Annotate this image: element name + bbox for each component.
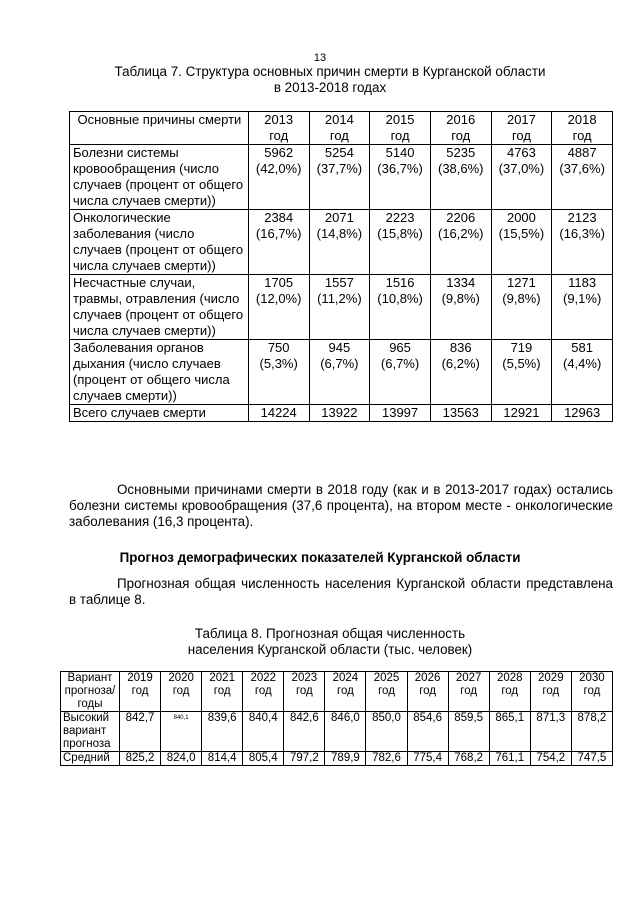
table8-cell: 842,7 <box>120 712 161 752</box>
table8-caption <box>60 626 600 658</box>
table8-header-year <box>120 672 161 712</box>
cell-percent: (37,6%) <box>559 161 605 176</box>
year-value: 2016 <box>446 112 476 127</box>
cell-percent: (6,7%) <box>380 356 420 371</box>
year-value: 2026 <box>414 672 441 684</box>
table8-header-year <box>530 672 571 712</box>
table7-total-cell: 13922 <box>309 405 370 422</box>
cell-count: 2384 <box>264 210 294 225</box>
table8-cell: 846,0 <box>325 712 366 752</box>
table8-cell: 814,4 <box>202 752 243 766</box>
cell-percent: (16,7%) <box>255 226 302 241</box>
year-suffix: год <box>131 685 149 697</box>
table8-cell: 824,0 <box>161 752 202 766</box>
table8-cell: 775,4 <box>407 752 448 766</box>
table7-cell <box>430 210 491 275</box>
year-suffix: год <box>501 685 519 697</box>
table7-cell <box>248 340 309 405</box>
table8-cell: 797,2 <box>284 752 325 766</box>
cell-percent: (11,2%) <box>317 291 362 306</box>
table7-cell <box>248 275 309 340</box>
table7-cell <box>430 145 491 210</box>
year-value: 2028 <box>496 672 523 684</box>
table7-total-cell: 12921 <box>491 405 552 422</box>
year-suffix: год <box>172 685 190 697</box>
paragraph-main-causes: Основными причинами смерти в 2018 году (как и в 2013-2017 годах) остались болезни системы кровообращения (37,6 процента), на втором месте - онкологические заболевания (16,3 процента). <box>69 482 613 529</box>
year-value: 2023 <box>291 672 318 684</box>
table7-header-year <box>491 112 552 145</box>
cell-count: 719 <box>510 340 533 355</box>
cell-count: 4763 <box>506 145 536 160</box>
table7-caption-line2: в 2013-2018 годах <box>273 80 387 95</box>
table7-cell <box>491 145 552 210</box>
table8-caption-line1: Таблица 8. Прогнозная общая численность <box>194 626 466 641</box>
table8-header-year <box>202 672 243 712</box>
table7-total-cell: 13563 <box>430 405 491 422</box>
table7-caption <box>60 64 600 96</box>
cell-percent: (5,5%) <box>502 356 541 371</box>
table8-header-year <box>325 672 366 712</box>
cell-percent: (6,2%) <box>441 356 480 371</box>
cell-count: 2123 <box>567 210 597 225</box>
table7-header-year <box>248 112 309 145</box>
table8-cell: 761,1 <box>489 752 530 766</box>
table7-cell <box>248 210 309 275</box>
table7-cell <box>552 340 613 405</box>
table8-cell: 782,6 <box>366 752 407 766</box>
table7-cell <box>309 145 370 210</box>
table7-total-cell: 14224 <box>248 405 309 422</box>
year-suffix: год <box>213 685 231 697</box>
cell-percent: (6,7%) <box>320 356 359 371</box>
table7-header-row <box>70 112 613 145</box>
table7-cell <box>491 275 552 340</box>
table7-header-year <box>552 112 613 145</box>
year-suffix: год <box>451 128 471 143</box>
cell-count: 1271 <box>506 275 536 290</box>
cell-count: 2000 <box>506 210 536 225</box>
cell-count: 2223 <box>385 210 415 225</box>
table8-cell: 768,2 <box>448 752 489 766</box>
table7-row <box>70 340 613 405</box>
table7-cell <box>309 340 370 405</box>
table7-cell <box>491 340 552 405</box>
year-value: 2027 <box>455 672 482 684</box>
table7-death-causes <box>69 111 613 422</box>
cell-percent: (42,0%) <box>255 161 302 176</box>
cell-percent: (10,8%) <box>377 291 423 306</box>
table8-row <box>61 752 613 766</box>
cell-percent: (14,8%) <box>316 226 363 241</box>
table8-cell: 825,2 <box>120 752 161 766</box>
table7-row-label: Онкологические заболевания (число случаев (процент от общего числа случаев смерти)) <box>70 210 249 275</box>
cell-count: 5140 <box>385 145 415 160</box>
year-suffix: год <box>269 128 289 143</box>
table8-header-year <box>284 672 325 712</box>
cell-percent: (15,5%) <box>498 226 545 241</box>
cell-percent: (5,3%) <box>259 356 298 371</box>
cell-count: 1516 <box>385 275 415 290</box>
table7-row-label: Заболевания органов дыхания (число случаев (процент от общего числа случаев смерти)) <box>70 340 249 405</box>
table7-header-year <box>430 112 491 145</box>
table8-header-year <box>448 672 489 712</box>
year-value: 2013 <box>264 112 294 127</box>
table8-row-label: Высокий вариант прогноза <box>61 712 120 752</box>
cell-percent: (4,4%) <box>562 356 602 371</box>
table8-caption-line2: населения Курганской области (тыс. человек) <box>187 642 473 657</box>
year-value: 2015 <box>385 112 415 127</box>
table8-cell: 842,6 <box>284 712 325 752</box>
table8-header-year <box>571 672 612 712</box>
cell-percent: (12,0%) <box>255 291 302 306</box>
table7-cell <box>552 275 613 340</box>
year-suffix: год <box>329 128 349 143</box>
cell-count: 836 <box>449 340 472 355</box>
table7-cell <box>430 340 491 405</box>
cell-percent: (9,8%) <box>502 291 541 306</box>
cell-percent: (16,3%) <box>559 226 605 241</box>
cell-count: 1183 <box>568 275 597 290</box>
table7-cell <box>309 275 370 340</box>
year-value: 2022 <box>250 672 277 684</box>
table8-row <box>61 712 613 752</box>
cell-percent: (16,2%) <box>437 226 484 241</box>
table7-cell <box>491 210 552 275</box>
year-suffix: год <box>295 685 313 697</box>
table7-cell <box>552 145 613 210</box>
table8-cell: 854,6 <box>407 712 448 752</box>
section-heading: Прогноз демографических показателей Курганской области <box>119 550 521 565</box>
cell-count: 2206 <box>446 210 476 225</box>
cell-percent: (38,6%) <box>437 161 484 176</box>
cell-percent: (37,0%) <box>498 161 545 176</box>
table8-cell: 878,2 <box>571 712 612 752</box>
cell-count: 581 <box>571 340 593 355</box>
year-suffix: год <box>337 685 354 697</box>
table7-cell <box>430 275 491 340</box>
year-suffix: год <box>583 685 601 697</box>
year-suffix: год <box>378 685 395 697</box>
cell-percent: (9,8%) <box>441 291 480 306</box>
table7-total-cell: 13997 <box>370 405 431 422</box>
table8-header-year <box>243 672 284 712</box>
table8-cell: 859,5 <box>448 712 489 752</box>
year-value: 2020 <box>168 672 194 684</box>
table7-cell <box>309 210 370 275</box>
page-number: 13 <box>313 52 327 64</box>
cell-count: 945 <box>328 340 351 355</box>
table8-header-year <box>489 672 530 712</box>
table8-header-year <box>366 672 407 712</box>
table8-header-year <box>161 672 202 712</box>
year-value: 2021 <box>209 672 235 684</box>
table8-row-label: Средний <box>61 752 120 766</box>
cell-percent: (36,7%) <box>377 161 423 176</box>
cell-count: 1557 <box>324 275 354 290</box>
table8-cell: 747,5 <box>571 752 612 766</box>
table8-header-year <box>407 672 448 712</box>
table7-cell <box>370 275 431 340</box>
year-suffix: год <box>390 128 410 143</box>
year-value: 2029 <box>538 672 564 684</box>
table8-cell: 805,4 <box>243 752 284 766</box>
table7-row-label: Болезни системы кровообращения (число случаев (процент от общего числа случаев смерти)) <box>70 145 249 210</box>
year-value: 2025 <box>373 672 400 684</box>
cell-count: 5235 <box>446 145 476 160</box>
table8-cell: 754,2 <box>530 752 571 766</box>
cell-count: 2071 <box>324 210 354 225</box>
table7-header-cause: Основные причины смерти <box>70 112 249 145</box>
cell-count: 5962 <box>264 145 294 160</box>
table7-total-row <box>70 405 613 422</box>
cell-percent: (9,1%) <box>562 291 602 306</box>
year-suffix: год <box>419 685 436 697</box>
cell-count: 1705 <box>264 275 294 290</box>
table8-cell: 789,9 <box>325 752 366 766</box>
year-suffix: год <box>572 128 592 143</box>
cell-percent: (15,8%) <box>377 226 423 241</box>
table7-cell <box>370 145 431 210</box>
table8-cell: 840,1 <box>161 712 202 752</box>
table7-cell <box>370 210 431 275</box>
paragraph-forecast: Прогнозная общая численность населения Курганской области представлена в таблице 8. <box>69 576 613 607</box>
table7-cell <box>552 210 613 275</box>
table7-caption-line1: Таблица 7. Структура основных причин смерти в Курганской области <box>114 64 546 79</box>
table8-cell: 840,4 <box>243 712 284 752</box>
year-value: 2018 <box>567 112 597 127</box>
year-suffix: год <box>460 685 478 697</box>
cell-percent: (37,7%) <box>316 161 363 176</box>
table7-header-year <box>309 112 370 145</box>
cell-count: 965 <box>389 340 411 355</box>
cell-count: 4887 <box>567 145 597 160</box>
cell-count: 750 <box>267 340 290 355</box>
table8-header-variant: Вариант прогноза/ годы <box>61 672 120 712</box>
table7-header-year <box>370 112 431 145</box>
table8-cell: 850,0 <box>366 712 407 752</box>
year-suffix: год <box>542 685 560 697</box>
year-value: 2019 <box>127 672 153 684</box>
cell-count: 1334 <box>446 275 476 290</box>
table8-header-row <box>61 672 613 712</box>
year-suffix: год <box>511 128 531 143</box>
year-suffix: год <box>254 685 272 697</box>
table8-cell: 871,3 <box>530 712 571 752</box>
table7-row <box>70 210 613 275</box>
table7-total-cell: 12963 <box>552 405 613 422</box>
table8-cell: 839,6 <box>202 712 243 752</box>
table7-total-label: Всего случаев смерти <box>70 405 249 422</box>
year-value: 2024 <box>332 672 359 684</box>
table8-cell: 865,1 <box>489 712 530 752</box>
table8-population-forecast <box>60 671 613 766</box>
table7-cell <box>370 340 431 405</box>
year-value: 2030 <box>579 672 605 684</box>
table7-row <box>70 145 613 210</box>
table7-cell <box>248 145 309 210</box>
year-value: 2014 <box>324 112 354 127</box>
table7-row-label: Несчастные случаи, травмы, отравления (число случаев (процент от общего числа случаев смерти)) <box>70 275 249 340</box>
table7-row <box>70 275 613 340</box>
cell-count: 5254 <box>324 145 354 160</box>
year-value: 2017 <box>506 112 536 127</box>
